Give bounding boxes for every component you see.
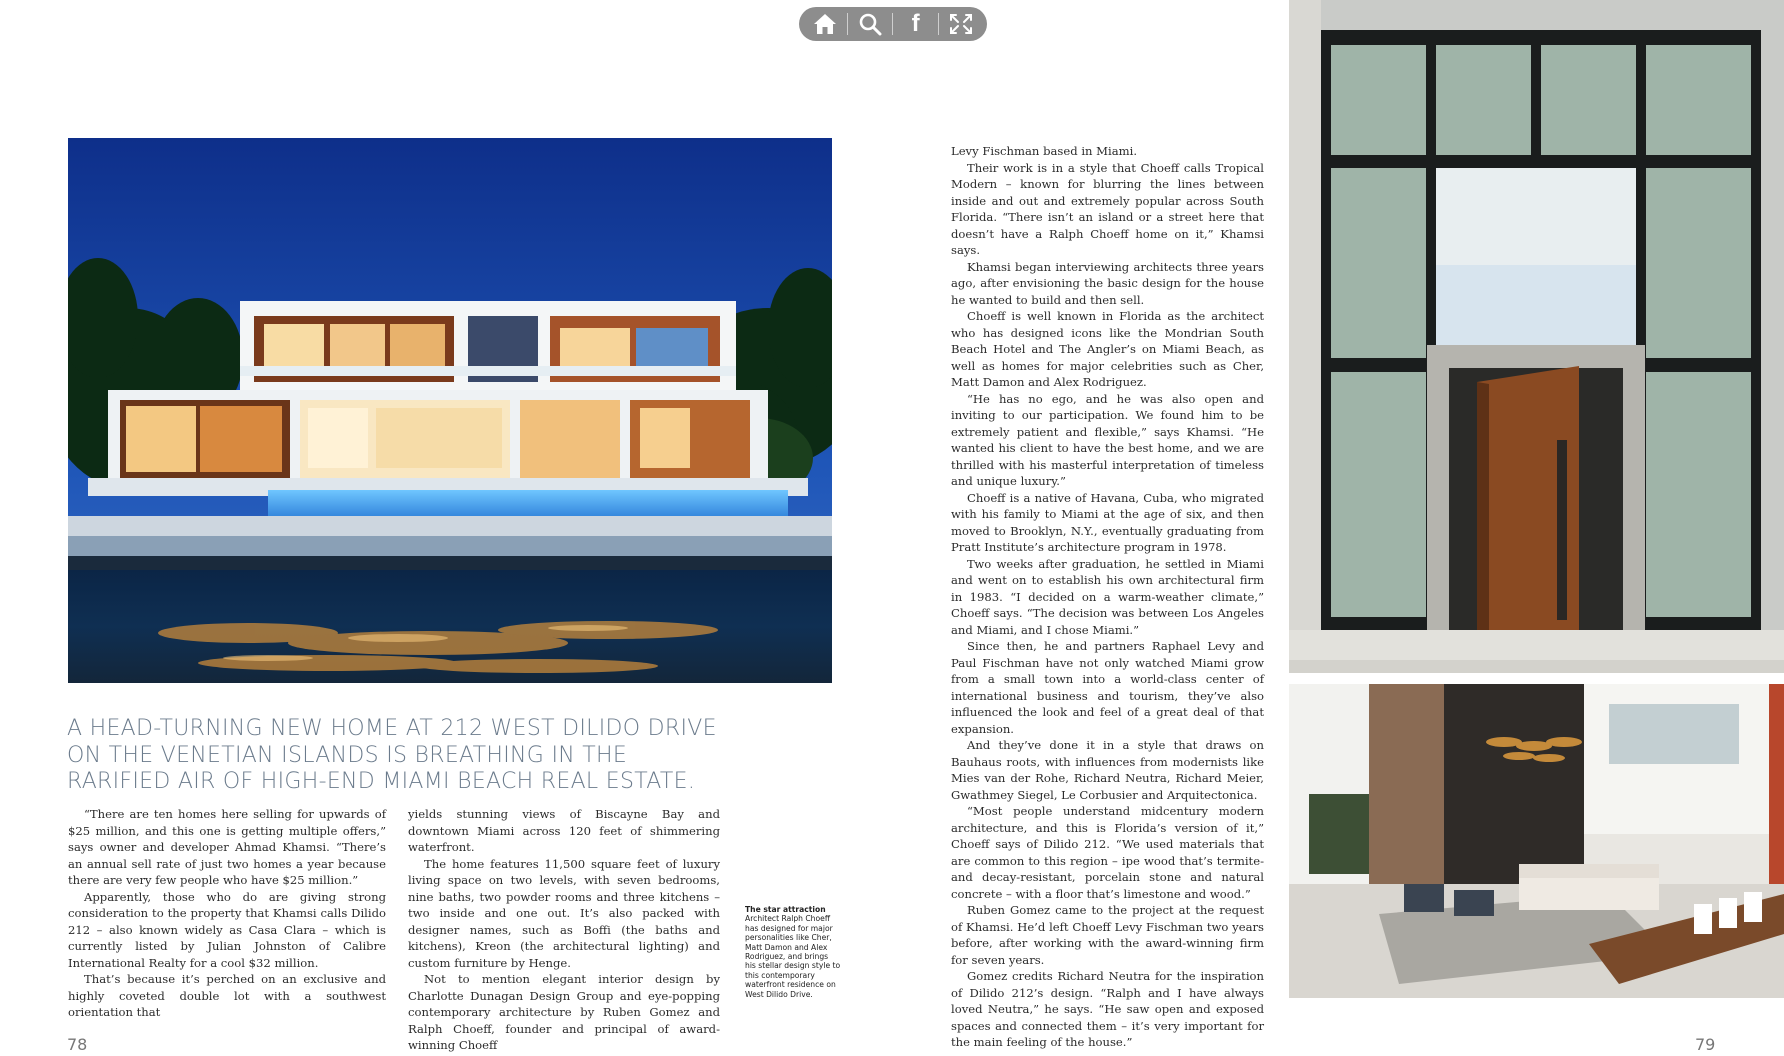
paragraph: Their work is in a style that Choeff calls Tropical Modern – known for blurring the lines between inside and out and extremely popular across South Florida. “There isn’t an island or a street here that doesn’t have a Ralph Choeff home on it,” Khamsi says.: [951, 160, 1264, 257]
paragraph: yields stunning views of Biscayne Bay and downtown Miami across 120 feet of shimmering waterfront.: [408, 807, 720, 854]
article-deck-headline: A HEAD-TURNING NEW HOME AT 212 WEST DILIDO DRIVE ON THE VENETIAN ISLANDS IS BREATHING IN THE RARIFIED AIR OF HIGH-END MIAMI BEACH REAL ESTATE.: [67, 716, 717, 794]
paragraph: Apparently, those who do are giving strong consideration to the property that Khamsi calls Dilido 212 – also known widely as Casa Clara – which is currently listed by Julian Johnston of Calibre International Realty for a cool $32 million.: [68, 889, 386, 970]
search-button[interactable]: [852, 9, 888, 39]
paragraph: “There are ten homes here selling for upwards of $25 million, and this one is getting multiple offers,” says owner and developer Ahmad Khamsi. “There’s an annual sell rate of just two homes a year because there are very few people who have $25 million.”: [68, 807, 386, 887]
reader-toolbar: [799, 7, 987, 41]
paragraph: “He has no ego, and he was also open and inviting to our participation. We found him to be extremely patient and flexible,” says Khamsi. “He wanted his client to have the best home, and we are thrilled with his masterful interpretation of timeless and unique luxury.”: [951, 391, 1264, 488]
toolbar-divider: [847, 13, 848, 35]
paragraph: Choeff is well known in Florida as the architect who has designed icons like the Mondrian South Beach Hotel and The Angler’s on Miami Beach, as well as homes for major celebrities such as Cher, Matt Damon and Alex Rodriguez.: [951, 309, 1264, 389]
paragraph: “Most people understand midcentury modern architecture, and this is Florida’s version of it,” Choeff says of Dilido 212. “We used materials that are common to this region – ipe wood that’s termite- and decay-resistant, porcelain stone and natural concrete – with a floor that’s limestone and wood.”: [951, 804, 1264, 901]
caption-body: Architect Ralph Choeff has designed for major personalities like Cher, Matt Damon and Alex Rodriguez, and brings his stellar design style to this contemporary waterfront residence on West Dilido Drive.: [745, 914, 841, 999]
paragraph: Gomez credits Richard Neutra for the inspiration of Dilido 212’s design. “Ralph and I have always loved Neutra,” he says. “He saw open and exposed spaces and connected them – it’s very important for the main feeling of the house.”: [951, 969, 1264, 1049]
search-icon: [858, 12, 882, 36]
entrance-door-photo: [1289, 0, 1784, 673]
article-column-3: [951, 143, 1264, 1051]
fullscreen-icon: [948, 12, 974, 36]
paragraph: Ruben Gomez came to the project at the request of Khamsi. He’d left Choeff Levy Fischman two years before, after working with the award-winning firm for seven years.: [951, 903, 1264, 967]
page-number-left: 78: [67, 1035, 88, 1054]
hero-house-photo: [68, 138, 832, 683]
toolbar-divider: [938, 13, 939, 35]
fullscreen-button[interactable]: [943, 9, 979, 39]
facebook-share-button[interactable]: [898, 9, 934, 39]
paragraph: Not to mention elegant interior design by Charlotte Dunagan Design Group and eye-popping contemporary architecture by Ruben Gomez and Ralph Choeff, founder and principal of award-winning Choeff: [408, 972, 720, 1052]
paragraph: The home features 11,500 square feet of luxury living space on two levels, with seven bedrooms, nine baths, two powder rooms and three kitchens – two inside and one out. It’s also packed with designer names, such as Boffi (the baths and kitchens), Kreon (the architectural lighting) and custom furniture by Henge.: [408, 856, 720, 970]
article-column-1: [68, 806, 386, 1021]
facebook-icon: f: [911, 10, 920, 37]
paragraph: That’s because it’s perched on an exclusive and highly coveted double lot with a southwest orientation that: [68, 972, 386, 1019]
page-number-right: 79: [1695, 1035, 1716, 1054]
living-room-photo: [1289, 684, 1784, 998]
paragraph: Two weeks after graduation, he settled in Miami and went on to establish his own architectural firm in 1983. “I decided on a warm-weather climate,” Choeff says. “The decision was between Los Angeles and Miami, and I chose Miami.”: [951, 556, 1264, 637]
paragraph: And they’ve done it in a style that draws on Bauhaus roots, with influences from modernists like Mies van der Rohe, Richard Neutra, Richard Meier, Gwathmey Siegel, Le Corbusier and Arquitectonica.: [951, 738, 1264, 802]
caption-title: The star attraction: [745, 905, 826, 914]
toolbar-divider: [892, 13, 893, 35]
paragraph: Since then, he and partners Raphael Levy and Paul Fischman have not only watched Miami grow from a small town into a world-class center of international business and tourism, they’ve also influenced the look and feel of a great deal of that expansion.: [951, 639, 1264, 736]
article-column-2: [408, 806, 720, 1054]
paragraph: Khamsi began interviewing architects three years ago, after envisioning the basic design for the house he wanted to build and then sell.: [951, 259, 1264, 307]
home-icon: [812, 12, 838, 36]
home-button[interactable]: [807, 9, 843, 39]
paragraph: Levy Fischman based in Miami.: [951, 144, 1138, 158]
paragraph: Choeff is a native of Havana, Cuba, who migrated with his family to Miami at the age of six, and then moved to Brooklyn, N.Y., eventually graduating from Pratt Institute’s architecture program in 1978.: [951, 490, 1264, 554]
photo-caption: [745, 905, 841, 999]
